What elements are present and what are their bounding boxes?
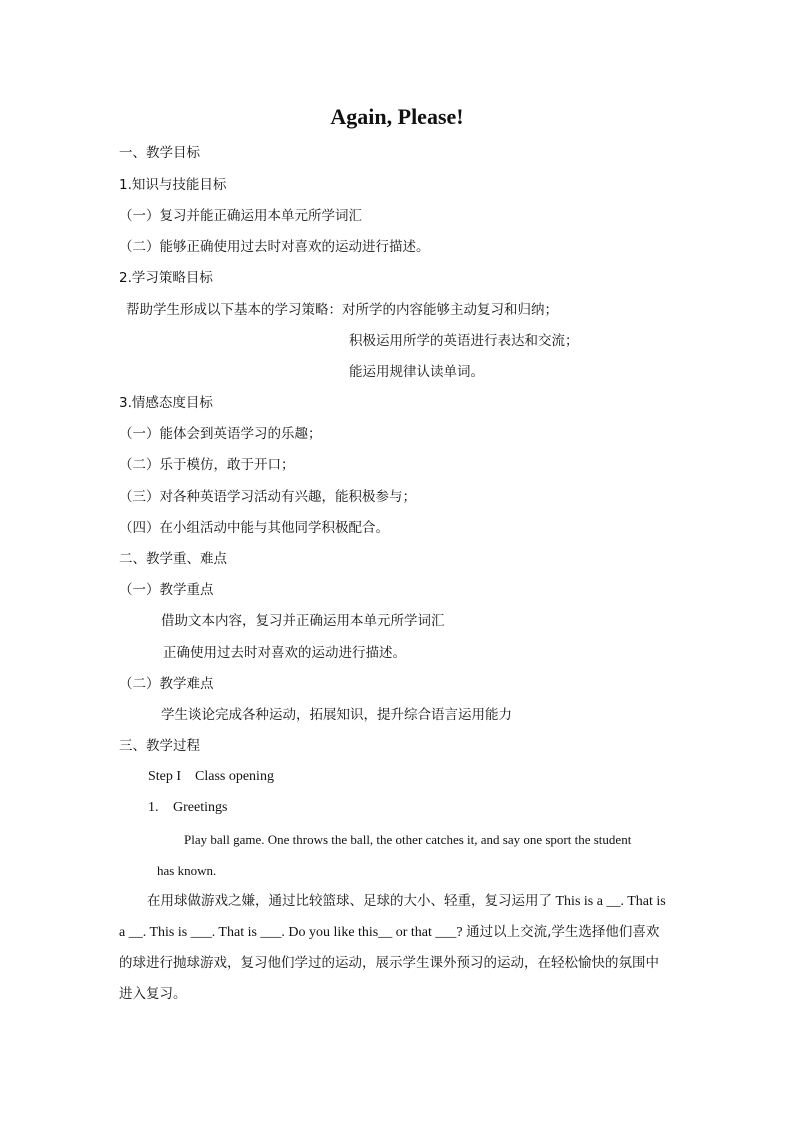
key-point-1: 借助文本内容，复习并正确运用本单元所学词汇 — [161, 613, 445, 629]
strategy-intro: 帮助学生形成以下基本的学习策略：对所学的内容能够主动复习和归纳； — [126, 302, 558, 318]
key-point-2: 正确使用过去时对喜欢的运动进行描述。 — [163, 645, 406, 661]
step-label: Step I — [148, 769, 182, 784]
activity-text-cn-2: 通过以上交流,学生选择他们喜欢的球进行抛球游戏，复习他们学过的运动，展示学生课外预习的运动，在轻松愉快的氛围中进入复习。 — [119, 924, 660, 1002]
section-heading-objectives: 一、教学目标 — [119, 145, 200, 161]
attitude-item-2: （二）乐于模仿，敢于开口； — [119, 457, 295, 473]
game-description-line-2: has known. — [157, 863, 217, 878]
difficult-point-1: 学生谈论完成各种运动，拓展知识，提升综合语言运用能力 — [161, 707, 512, 723]
subheading-difficult-points: （二）教学难点 — [119, 676, 214, 692]
subheading-key-points: （一）教学重点 — [119, 582, 214, 598]
knowledge-item-1: （一）复习并能正确运用本单元所学词汇 — [119, 208, 362, 224]
activity-paragraph — [119, 886, 672, 1010]
strategy-item-2: 能运用规律认读单词。 — [349, 364, 484, 380]
strategy-item-1: 积极运用所学的英语进行表达和交流； — [349, 333, 579, 349]
attitude-item-4: （四）在小组活动中能与其他同学积极配合。 — [119, 520, 389, 536]
attitude-item-1: （一）能体会到英语学习的乐趣； — [119, 426, 322, 442]
greetings-label: Greetings — [173, 800, 228, 815]
subheading-learning-strategy: 2.学习策略目标 — [119, 270, 213, 286]
section-heading-key-difficult: 二、教学重、难点 — [119, 551, 227, 567]
subheading-knowledge-skills: 1.知识与技能目标 — [119, 177, 227, 193]
greetings-number: 1. — [148, 800, 159, 815]
subheading-attitude: 3.情感态度目标 — [119, 395, 213, 411]
step-title: Class opening — [195, 769, 274, 784]
activity-text-cn-1: 在用球做游戏之嫌，通过比较篮球、足球的大小、轻重，复习运用了 — [147, 893, 552, 909]
knowledge-item-2: （二）能够正确使用过去时对喜欢的运动进行描述。 — [119, 239, 430, 255]
section-heading-process: 三、教学过程 — [119, 738, 200, 754]
game-description-line-1: Play ball game. One throws the ball, the other catches it, and say one sport the student — [184, 832, 632, 847]
attitude-item-3: （三）对各种英语学习活动有兴趣，能积极参与； — [119, 489, 416, 505]
activity-text-en: This is a __. That is a __. This is ___. That is ___. Do you like this__ or that ___? — [119, 894, 666, 940]
document-title: Again, Please! — [330, 104, 464, 129]
